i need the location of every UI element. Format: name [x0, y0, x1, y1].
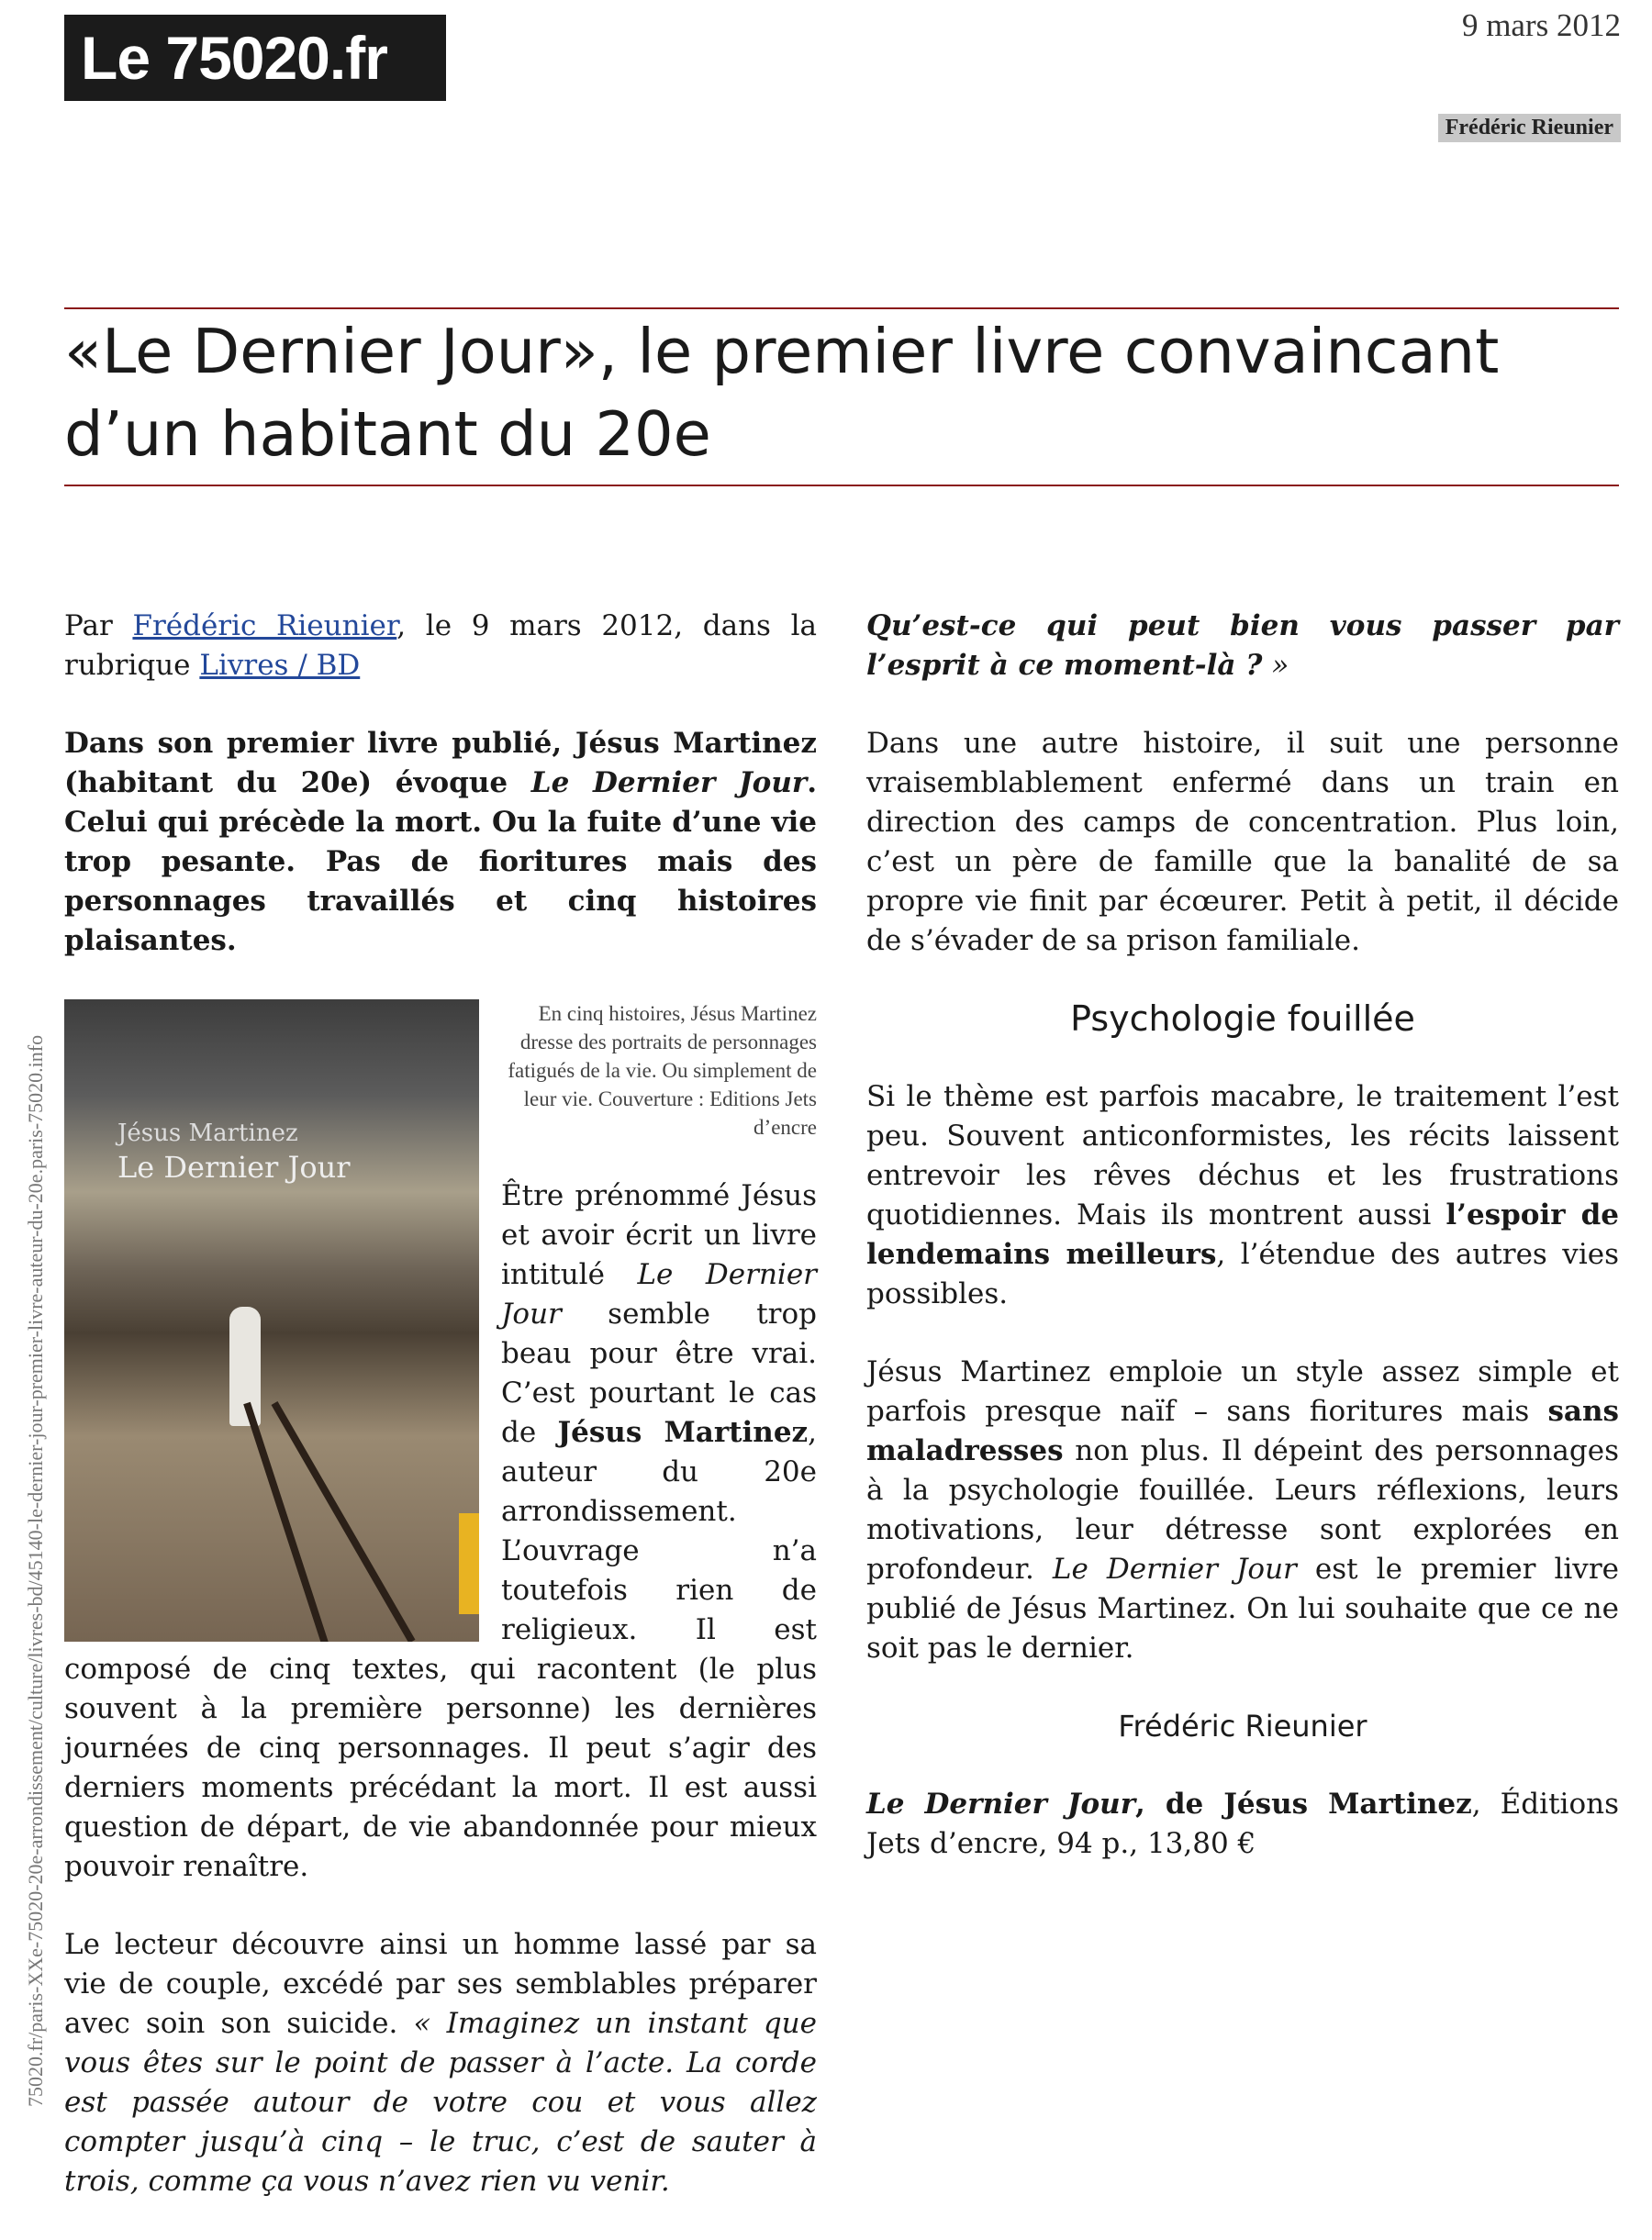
body1-text-b: semble trop beau pour être vrai. C’est pourtant le cas de [501, 1298, 817, 1449]
author-link[interactable]: Frédéric Rieunier [132, 609, 397, 642]
article-headline: «Le Dernier Jour», le premier livre convaincant d’un habitant du 20e [64, 316, 1500, 470]
body-paragraph-2 [64, 1925, 817, 2201]
cover-rail [272, 1401, 416, 1642]
lead-text-a: Dans son premier livre publié, Jésus Martinez (habitant du 20e) évoque [64, 727, 817, 799]
quote-bold: Qu’est-ce qui peut bien vous passer par l’esprit à ce moment-là ? [866, 609, 1619, 682]
author-tag: Frédéric Rieunier [1438, 114, 1621, 142]
reference-author: , de Jésus Martinez [1135, 1788, 1472, 1821]
source-url: 75020.fr/paris-XXe-75020-20e-arrondissement/culture/livres-bd/45140-le-dernier-jour-premier-livre-auteur-du-20e.paris-75020.info [24, 1034, 47, 2107]
body5-text-c: est le premier livre publié de Jésus Martinez. On lui souhaite que ce ne soit pas le dernier. [866, 1553, 1619, 1665]
cover-author: Jésus Martinez [117, 1120, 298, 1147]
left-column [64, 607, 817, 2240]
cover-title: Le Dernier Jour [117, 1150, 351, 1185]
headline-top-rule [64, 307, 1619, 309]
body-paragraph-4 [866, 1077, 1619, 1314]
author-signature: Frédéric Rieunier [1118, 1709, 1367, 1744]
reference-book-title: Le Dernier Jour [866, 1788, 1136, 1821]
body5-book-title: Le Dernier Jour [1052, 1553, 1297, 1586]
body1-book-title: Le Dernier Jour [501, 1258, 817, 1331]
body4-text-b: , l’étendue des autres vies possibles. [866, 1238, 1619, 1310]
byline-middle: , le 9 mars 2012, dans la rubrique [64, 609, 817, 682]
book-cover-image [64, 999, 479, 1642]
byline [64, 607, 817, 685]
cover-publisher-tag [459, 1513, 479, 1614]
section-subheading: Psychologie fouillée [1070, 998, 1415, 1039]
body4-text-a: Si le thème est parfois macabre, le traitement l’est peu. Souvent anticonformistes, les récits laissent entrevoir les rêves déchus et les frustrations quotidiennes. Mais ils montrent aussi [866, 1080, 1619, 1231]
body2-text-a: Le lecteur découvre ainsi un homme lassé par sa vie de couple, excédé par ses semblables préparer avec soin son suicide. [64, 1928, 817, 2040]
site-logo[interactable]: Le 75020.fr [64, 15, 446, 101]
quote-continuation [866, 607, 1619, 685]
body5-text-a: Jésus Martinez emploie un style assez simple et parfois presque naïf – sans fioritures mais [866, 1355, 1619, 1428]
byline-prefix: Par [64, 609, 133, 642]
image-caption: En cinq histoires, Jésus Martinez dresse des portraits de personnages fatigués de la vie. Ou simplement de leur vie. Couverture : Editions Jets d’encre [508, 1002, 817, 1139]
lead-text-b: . Celui qui précède la mort. Ou la fuite d’une vie trop pesante. Pas de fioritures mais des personnages travaillés et cinq histoires plaisantes. [64, 766, 817, 957]
body1-text-a: Être prénommé Jésus et avoir écrit un livre intitulé [501, 1179, 817, 1291]
body5-bold: sans maladresses [866, 1395, 1619, 1467]
body2-quote: « Imaginez un instant que vous êtes sur le point de passer à l’acte. La corde est passée autour de votre cou et vous allez compter jusqu’à cinq – le truc, c’est de sauter à trois, comme ça vous n’avez rien vu venir. [64, 2007, 817, 2198]
headline-bottom-rule [64, 485, 1619, 486]
reference-details: , Éditions Jets d’encre, 94 p., 13,80 € [866, 1788, 1619, 1860]
quote-end: » [1262, 649, 1289, 682]
body4-bold: l’espoir de lendemains meilleurs [866, 1198, 1619, 1271]
body5-text-b: non plus. Il dépeint des personnages à la psychologie fouillée. Leurs réflexions, leurs motivations, leur détresse sont explorées en profondeur. [866, 1434, 1619, 1586]
section-link[interactable]: Livres / BD [199, 649, 361, 682]
book-reference [866, 1785, 1619, 1864]
body-paragraph-3: Dans une autre histoire, il suit une personne vraisemblablement enfermé dans un train en direction des camps de concentration. Plus loin, c’est un père de famille que la banalité de sa propre vie finit par écœurer. Petit à petit, il décide de s’évader de sa prison familiale. [866, 727, 1619, 957]
body-paragraph-5 [866, 1353, 1619, 1668]
publication-date: 9 mars 2012 [1461, 7, 1621, 43]
lead-book-title: Le Dernier Jour [530, 766, 808, 799]
right-column [866, 607, 1619, 1902]
body1-author-name: Jésus Martinez [557, 1416, 809, 1449]
body1-text-c: , auteur du 20e arrondissement. L’ouvrage n’a toutefois rien de religieux. Il est composé de cinq textes, qui racontent (le plus souvent à la première personne) les dernières journées de cinq personnages. Il peut s’agir des derniers moments précédant la mort. Il est aussi question de départ, de vie abandonnée pour mieux pouvoir renaître. [64, 1416, 818, 1883]
lead-paragraph [64, 724, 817, 961]
